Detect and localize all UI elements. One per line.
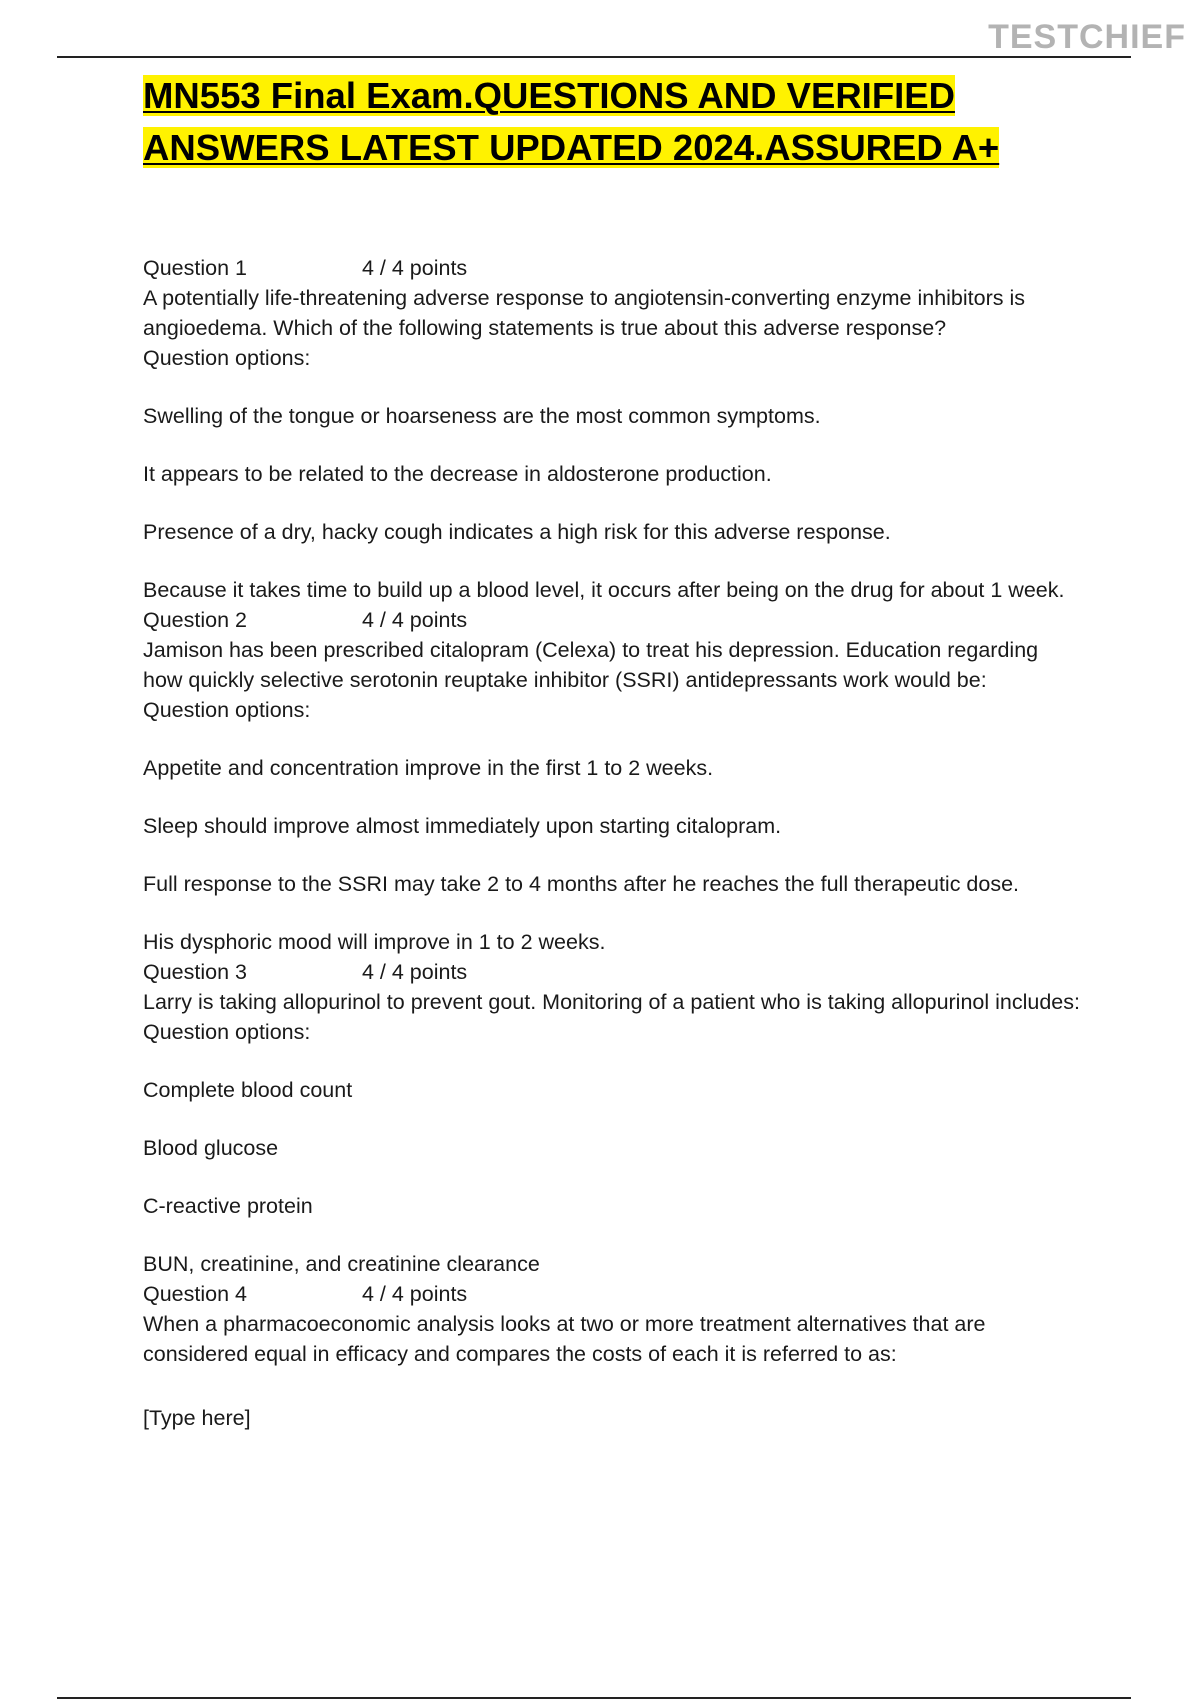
answer-option: Presence of a dry, hacky cough indicates a high risk for this adverse response.: [143, 520, 891, 544]
question-header: [143, 253, 1083, 283]
option-list: [143, 753, 1083, 957]
question-label: Question 1: [143, 256, 247, 280]
testchief-watermark: TESTCHIEF: [988, 18, 1186, 56]
answer-option: Blood glucose: [143, 1136, 279, 1160]
document-title: [143, 70, 1103, 174]
question-text: When a pharmacoeconomic analysis looks at two or more treatment alternatives that are considered equal in efficacy and compares the costs of each it is referred to as:: [143, 1312, 986, 1366]
answer-option: His dysphoric mood will improve in 1 to 2 weeks.: [143, 930, 606, 954]
footer-rule: [57, 1697, 1131, 1699]
question-header: [143, 605, 1083, 635]
option-list: [143, 1075, 1083, 1279]
question-options-label: Question options:: [143, 346, 311, 370]
question-points: 4 / 4 points: [362, 1282, 468, 1306]
question-4: [143, 1279, 1083, 1433]
question-header: [143, 1279, 1083, 1309]
answer-option: Because it takes time to build up a blood level, it occurs after being on the drug for about 1 week.: [143, 578, 1065, 602]
answer-option: Full response to the SSRI may take 2 to 4 months after he reaches the full therapeutic dose.: [143, 872, 1020, 896]
type-here-placeholder: [Type here]: [143, 1406, 251, 1430]
question-header: [143, 957, 1083, 987]
question-text: A potentially life-threatening adverse response to angiotensin-converting enzyme inhibitors is angioedema. Which of the following statements is true about this adverse response?: [143, 286, 1026, 340]
question-1: [143, 253, 1083, 605]
answer-option: C-reactive protein: [143, 1194, 313, 1218]
header-rule: [57, 56, 1131, 58]
answer-option: Appetite and concentration improve in the first 1 to 2 weeks.: [143, 756, 714, 780]
question-text: Jamison has been prescribed citalopram (Celexa) to treat his depression. Education regarding how quickly selective serotonin reuptake inhibitor (SSRI) antidepressants work would be:: [143, 638, 1039, 692]
question-3: [143, 957, 1083, 1279]
option-list: [143, 401, 1083, 605]
question-points: 4 / 4 points: [362, 256, 468, 280]
question-points: 4 / 4 points: [362, 608, 468, 632]
question-2: [143, 605, 1083, 957]
question-label: Question 2: [143, 608, 247, 632]
document-title-text: MN553 Final Exam.QUESTIONS AND VERIFIED ANSWERS LATEST UPDATED 2024.ASSURED A+: [143, 75, 1000, 168]
question-label: Question 4: [143, 1282, 247, 1306]
question-text: Larry is taking allopurinol to prevent gout. Monitoring of a patient who is taking allopurinol includes: Question options:: [143, 990, 1080, 1044]
question-options-label: Question options:: [143, 698, 311, 722]
answer-option: Complete blood count: [143, 1078, 353, 1102]
answer-option: Sleep should improve almost immediately upon starting citalopram.: [143, 814, 782, 838]
question-points: 4 / 4 points: [362, 960, 468, 984]
answer-option: It appears to be related to the decrease in aldosterone production.: [143, 462, 772, 486]
answer-option: Swelling of the tongue or hoarseness are the most common symptoms.: [143, 404, 821, 428]
answer-option: BUN, creatinine, and creatinine clearance: [143, 1252, 540, 1276]
question-label: Question 3: [143, 960, 247, 984]
document-body: [143, 253, 1083, 1455]
